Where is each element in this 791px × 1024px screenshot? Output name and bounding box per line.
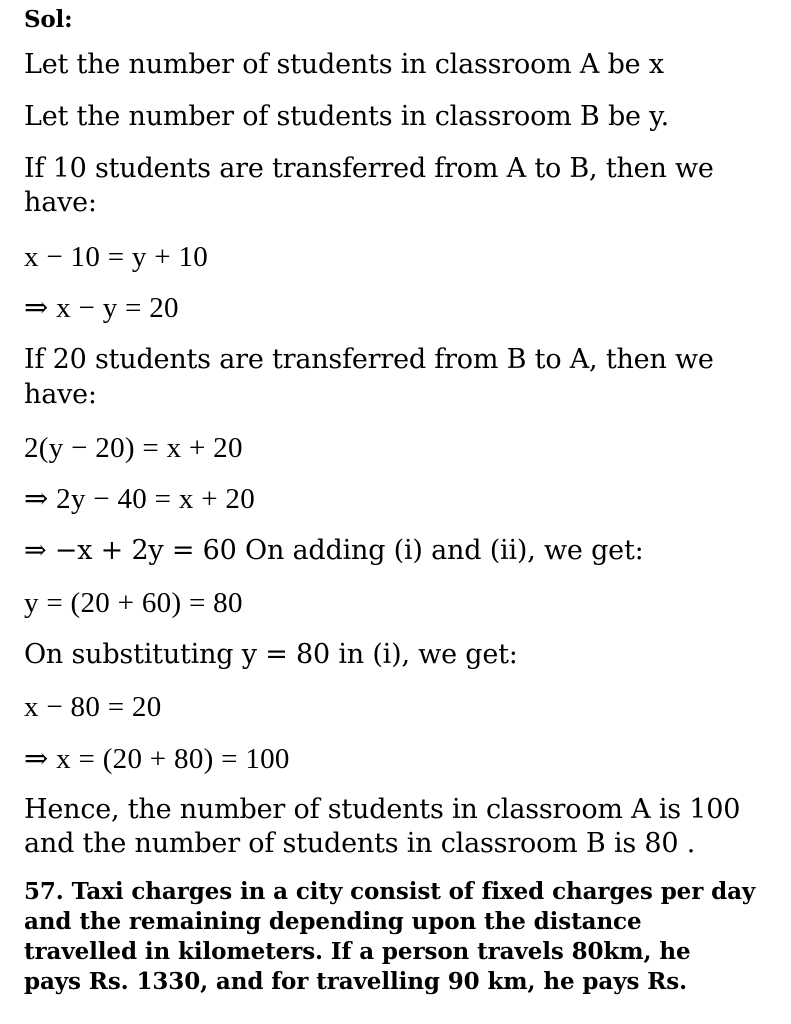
equation-1: x − 10 = y + 10 [24, 241, 209, 273]
question-57-line-2: and the remaining depending upon the distance [24, 908, 642, 935]
equation-x-result: ⇒ x = (20 + 80) = 100 [24, 743, 290, 775]
solution-line-7: If 20 students are transferred from B to A, then we [24, 344, 714, 375]
equation-2: 2(y − 20) = x + 20 [24, 432, 243, 464]
conclusion-line-2: and the number of students in classroom B is 80 . [24, 828, 696, 859]
solution-line-1: Let the number of students in classroom A be x [24, 49, 664, 80]
equation-x-step: x − 80 = 20 [24, 691, 162, 723]
equation-2-expanded: ⇒ 2y − 40 = x + 20 [24, 483, 256, 515]
question-57-line-1: 57. Taxi charges in a city consist of fixed charges per day [24, 878, 756, 905]
solution-line-2: Let the number of students in classroom B be y. [24, 101, 670, 132]
question-57-line-4: pays Rs. 1330, and for travelling 90 km, he pays Rs. [24, 968, 687, 995]
equation-1-simplified: ⇒ x − y = 20 [24, 292, 179, 324]
solution-line-8: have: [24, 379, 97, 410]
solution-heading: Sol: [24, 6, 73, 33]
equation-y-result: y = (20 + 60) = 80 [24, 587, 243, 619]
equation-2-simplified: ⇒ −x + 2y = 60 On adding (i) and (ii), we get: [24, 535, 644, 566]
question-57-line-3: travelled in kilometers. If a person travels 80km, he [24, 938, 691, 965]
conclusion-line-1: Hence, the number of students in classroom A is 100 [24, 794, 741, 825]
substitution-line: On substituting y = 80 in (i), we get: [24, 639, 518, 670]
solution-line-4: have: [24, 187, 97, 218]
solution-line-3: If 10 students are transferred from A to B, then we [24, 153, 714, 184]
